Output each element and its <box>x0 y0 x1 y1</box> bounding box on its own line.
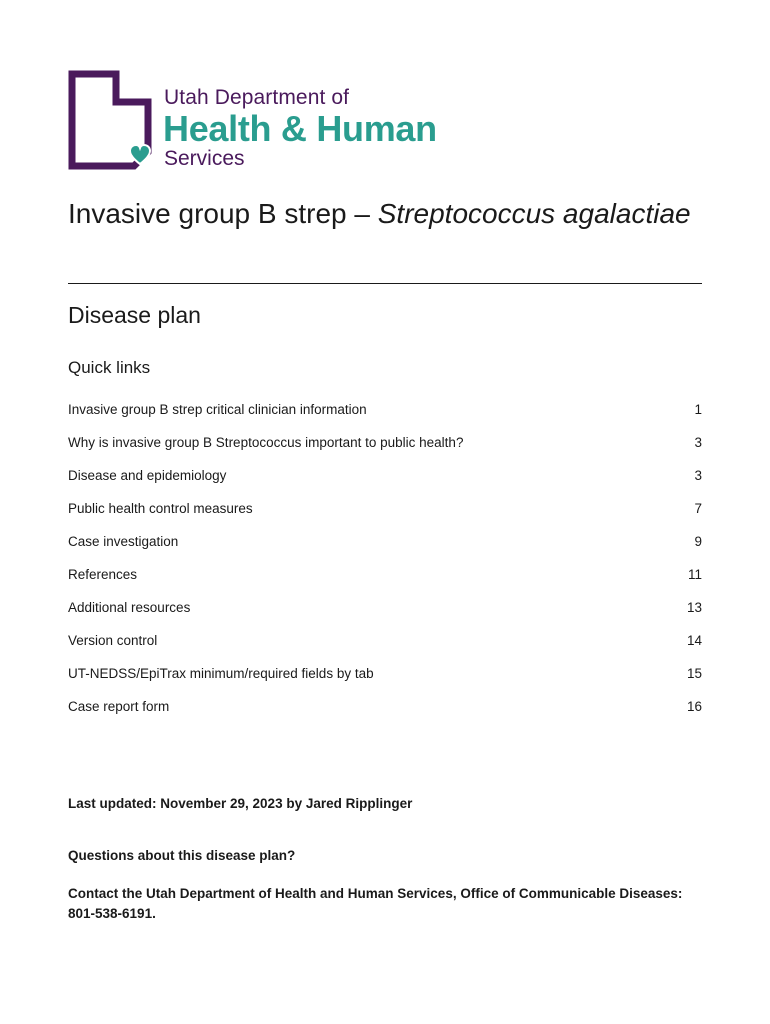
toc-item-page: 3 <box>694 468 702 483</box>
last-updated-text: Last updated: November 29, 2023 by Jared Ripplinger <box>68 796 413 811</box>
toc-item[interactable] <box>68 666 702 699</box>
section-heading: Disease plan <box>68 302 201 328</box>
quick-links-list <box>68 402 702 732</box>
toc-item-page: 13 <box>686 600 702 615</box>
utah-state-heart-icon <box>68 70 158 170</box>
toc-item-label[interactable]: Disease and epidemiology <box>68 468 227 483</box>
toc-item-label[interactable]: Invasive group B strep critical clinician information <box>68 402 367 417</box>
toc-item[interactable] <box>68 567 702 600</box>
toc-item[interactable] <box>68 468 702 501</box>
logo-text-line3: Services <box>164 147 245 170</box>
toc-item[interactable] <box>68 600 702 633</box>
toc-item[interactable] <box>68 402 702 435</box>
toc-item-page: 7 <box>694 501 702 516</box>
toc-item[interactable] <box>68 435 702 468</box>
toc-item[interactable] <box>68 699 702 732</box>
toc-item[interactable] <box>68 534 702 567</box>
toc-item-label[interactable]: Case investigation <box>68 534 179 549</box>
toc-item[interactable] <box>68 501 702 534</box>
toc-item-label[interactable]: References <box>68 567 138 582</box>
document-title <box>68 192 702 236</box>
toc-item-page: 15 <box>686 666 702 681</box>
toc-item-label[interactable]: Version control <box>68 633 158 648</box>
toc-item-page: 3 <box>694 435 702 450</box>
toc-item-page: 16 <box>686 699 702 714</box>
questions-text: Questions about this disease plan? <box>68 848 296 863</box>
logo-text-line1: Utah Department of <box>164 86 350 109</box>
toc-item-page: 14 <box>686 633 702 648</box>
toc-item-label[interactable]: Additional resources <box>68 600 191 615</box>
dhhs-logo <box>68 70 468 170</box>
title-plain: Invasive group B strep – <box>68 198 378 229</box>
logo-text-line2: Health & Human <box>163 108 437 149</box>
title-italic: Streptococcus agalactiae <box>377 198 691 229</box>
quick-links-heading: Quick links <box>68 358 151 377</box>
toc-item-page: 9 <box>694 534 702 549</box>
toc-item-label[interactable]: Why is invasive group B Streptococcus important to public health? <box>68 435 464 450</box>
toc-item-page: 11 <box>687 567 702 582</box>
toc-item-page: 1 <box>694 402 702 417</box>
toc-item[interactable] <box>68 633 702 666</box>
toc-item-label[interactable]: Public health control measures <box>68 501 253 516</box>
contact-text: Contact the Utah Department of Health and Human Services, Office of Communicable Diseases: 801-538-6191. <box>68 886 683 921</box>
toc-item-label[interactable]: Case report form <box>68 699 170 714</box>
toc-item-label[interactable]: UT-NEDSS/EpiTrax minimum/required fields by tab <box>68 666 374 681</box>
title-divider <box>68 283 702 284</box>
